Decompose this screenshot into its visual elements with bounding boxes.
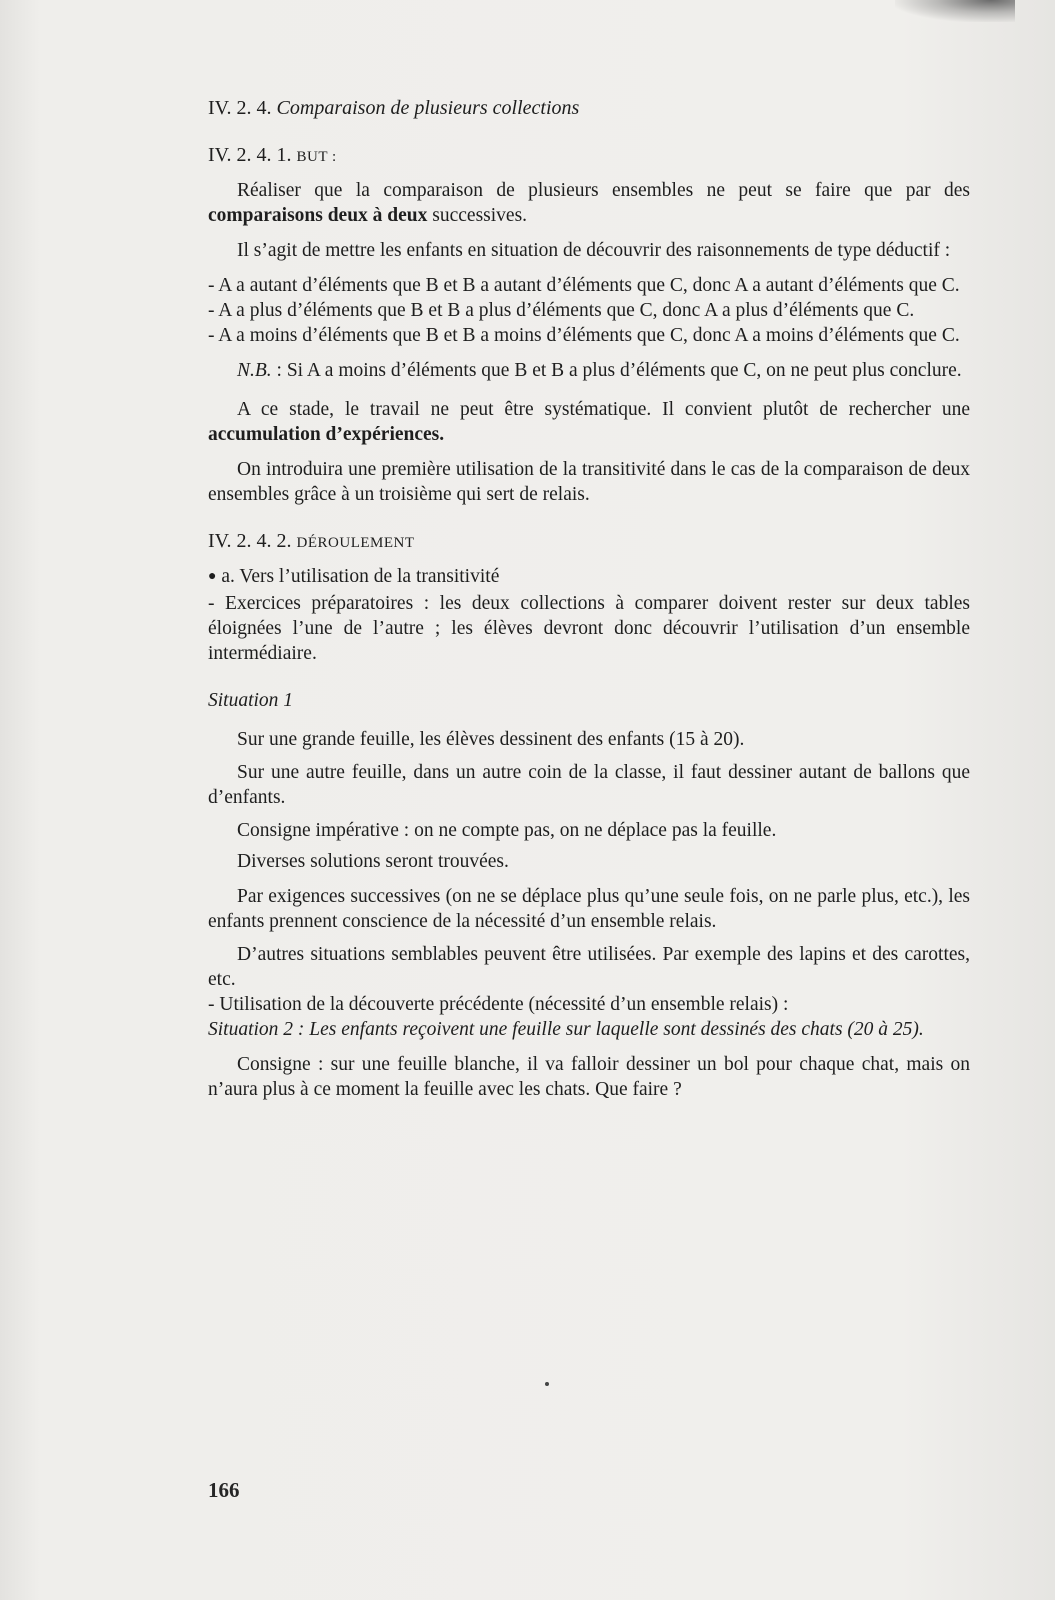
preparatory-exercises: - Exercices préparatoires : les deux collections à comparer doivent rester sur deux tables éloignées l’une de l’autre ; les élèves devront donc découvrir l’utilisation d’un ensemble intermédiaire.	[208, 593, 970, 664]
deroulement-heading: IV. 2. 4. 2. DÉROULEMENT	[208, 530, 415, 552]
but-heading: IV. 2. 4. 1. BUT :	[208, 144, 337, 166]
situation-1-paragraph-2: Sur une autre feuille, dans un autre coin de la classe, il faut dessiner autant de ballons que d’enfants.	[208, 762, 970, 808]
nb-note: N.B. : Si A a moins d’éléments que B et B a plus d’éléments que C, on ne peut plus conclure.	[237, 360, 962, 381]
utilisation-line: - Utilisation de la découverte précédente (nécessité d’un ensemble relais) :	[208, 994, 789, 1015]
situation-1-paragraph-6: D’autres situations semblables peuvent être utilisées. Par exemple des lapins et des carottes, etc.	[208, 944, 970, 990]
situation-1-paragraph-1: Sur une grande feuille, les élèves dessinent des enfants (15 à 20).	[237, 729, 745, 750]
situation-2-paragraph-1: Consigne : sur une feuille blanche, il va falloir dessiner un bol pour chaque chat, mais on n’aura plus à ce moment la feuille avec les chats. Que faire ?	[208, 1054, 970, 1100]
page-number: 166	[208, 1478, 240, 1502]
situation-1-paragraph-3: Consigne impérative : on ne compte pas, on ne déplace pas la feuille.	[237, 820, 777, 841]
situation-1-paragraph-4: Diverses solutions seront trouvées.	[237, 851, 509, 872]
situation-1-paragraph-5: Par exigences successives (on ne se déplace plus qu’une seule fois, on ne parle plus, etc.), les enfants prennent conscience de la nécessité d’un ensemble relais.	[208, 886, 970, 932]
deduction-item-3: - A a moins d’éléments que B et B a moins d’éléments que C, donc A a moins d’éléments que C.	[208, 325, 960, 346]
subsection-a: ● a. Vers l’utilisation de la transitivité	[208, 566, 500, 587]
situation-1-heading: Situation 1	[208, 690, 294, 711]
page-content	[208, 96, 970, 1102]
but-paragraph-3: A ce stade, le travail ne peut être systématique. Il convient plutôt de rechercher une accumulation d’expériences.	[208, 399, 970, 445]
page-edge-shadow	[895, 0, 1015, 22]
but-paragraph-1: Réaliser que la comparaison de plusieurs ensembles ne peut se faire que par des comparaisons deux à deux successives.	[208, 180, 970, 226]
situation-2-heading: Situation 2 : Les enfants reçoivent une feuille sur laquelle sont dessinés des chats (20 à 25).	[208, 1019, 924, 1040]
ink-speck	[545, 1382, 549, 1386]
but-paragraph-4: On introduira une première utilisation de la transitivité dans le cas de la comparaison de deux ensembles grâce à un troisième qui sert de relais.	[208, 459, 970, 505]
section-heading: IV. 2. 4. Comparaison de plusieurs collections	[208, 97, 580, 119]
but-paragraph-2: Il s’agit de mettre les enfants en situation de découvrir des raisonnements de type déductif :	[237, 240, 951, 261]
bullet-icon: ●	[208, 569, 217, 584]
deduction-item-1: - A a autant d’éléments que B et B a autant d’éléments que C, donc A a autant d’éléments que C.	[208, 275, 960, 296]
deduction-item-2: - A a plus d’éléments que B et B a plus d’éléments que C, donc A a plus d’éléments que C.	[208, 300, 915, 321]
